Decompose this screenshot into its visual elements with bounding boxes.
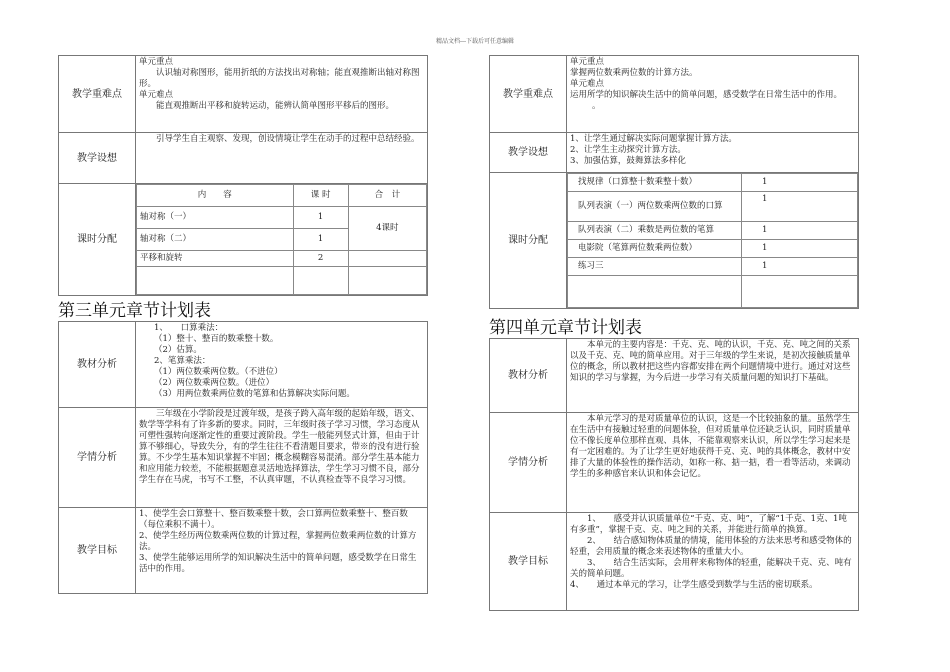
empty-cell	[348, 267, 426, 295]
text-line: 1、让学生通过解决实际问题掌握计算方法。	[570, 134, 737, 144]
empty-cell	[742, 276, 858, 308]
empty-cell	[293, 267, 348, 295]
row-label-jiaocai: 教材分析	[490, 339, 567, 413]
row-label-zhongnan: 教学重难点	[59, 56, 136, 133]
row-label-mubiao: 教学目标	[490, 513, 567, 611]
cell-zhongnan	[136, 56, 428, 133]
left-plan-table	[58, 55, 428, 296]
cell-xueqing	[567, 413, 859, 513]
empty-cell	[568, 276, 742, 308]
right-plan-table	[489, 55, 859, 309]
col-header-content: 内 容	[137, 185, 294, 207]
lesson-name: 轴对称（二）	[137, 229, 294, 251]
page-header: 精品文档---下载后可任意编辑	[435, 38, 515, 45]
text-line: （3）用两位数乘两位数的笔算和估算解决实际问题。	[154, 389, 355, 399]
lesson-hours: 1	[742, 240, 858, 258]
text-line: 。	[592, 101, 601, 111]
cell-jiaocai	[567, 339, 859, 413]
cell-shexiang	[136, 133, 428, 184]
cell-shexiang	[567, 133, 859, 173]
text-line: 2、使学生经历两位数乘两位数的计算过程，掌握两位数乘两位数的计算方法。	[139, 531, 417, 552]
col-header-hours: 课 时	[293, 185, 348, 207]
text-line: 认识轴对称图形，能用折纸的方法找出对称轴；能直观推断出轴对称图形。	[139, 68, 420, 89]
lesson-hours: 1	[293, 207, 348, 229]
lesson-name: 轴对称（一）	[137, 207, 294, 229]
row-label-mubiao: 教学目标	[59, 508, 136, 594]
text-line: （1）两位数乘两位数。（不进位）	[154, 367, 283, 377]
row-label-keshi: 课时分配	[490, 173, 567, 309]
lesson-name: 队列表演（二）乘数是两位数的笔算	[568, 222, 742, 240]
text-line: 2、 结合感知物体质量的情境，能用体验的方法来思考和感受物体的轻重，会用质量的概念来表述物体的重量大小。	[570, 536, 852, 557]
row-label-shexiang: 教学设想	[490, 133, 567, 173]
lesson-total: 4课时	[348, 207, 426, 251]
text-line: 本单元的主要内容是：千克、克、吨的认识，千克、克、吨之间的关系以及千克、克、吨的简单应用。对于三年级的学生来说，是初次接触质量单位的概念，所以教材把这些内容都安排在两个问题情境中进行。通过对这些知识的学习与掌握，为今后进一步学习有关质量问题的知识打下基础。	[570, 340, 851, 383]
lesson-name: 电影院（笔算两位数乘两位数）	[568, 240, 742, 258]
text-line: 1、 感受并认识质量单位“千克、克、吨”，了解“1千克、1克、1吨有多重”，掌握千克、克、吨之间的关系，并能进行简单的换算。	[570, 514, 847, 535]
text-line: 2、笔算乘法：	[154, 356, 211, 366]
lesson-hours: 2	[293, 251, 348, 267]
col-header-total: 合 计	[348, 185, 426, 207]
cell-xueqing	[136, 408, 428, 508]
unit3-table	[58, 321, 428, 594]
text-line: 单元重点	[139, 57, 174, 67]
text-line: 本单元学习的是对质量单位的认识，这是一个比较抽象的量。虽然学生在生活中有接触过轻重的问题体验，但对质量单位还缺乏认识，同时质量单位不像长度单位那样直观、具体，不能靠观察来认识，所以学生学习起来是有一定困难的。为了让学生更好地获得千克、克、吨的具体概念，教材中安排了大量的体验性的操作活动，如称一称、掂一掂，看一看等活动，来调动学生的多种感官来认识和体会记忆。	[570, 414, 851, 479]
text-line: 单元难点	[570, 79, 605, 89]
text-line: （2）估算。	[154, 345, 202, 355]
text-line: （1）整十、整百的数乘整十数。	[154, 334, 279, 344]
row-label-zhongnan: 教学重难点	[490, 56, 567, 133]
row-label-jiaocai: 教材分析	[59, 322, 136, 408]
lesson-name: 练习三	[568, 258, 742, 276]
lesson-name: 平移和旋转	[137, 251, 294, 267]
section-title-unit4: 第四单元章节计划表	[489, 318, 642, 338]
row-label-keshi: 课时分配	[59, 184, 136, 296]
lesson-hours: 1	[742, 258, 858, 276]
cell-keshi	[136, 184, 428, 296]
row-label-shexiang: 教学设想	[59, 133, 136, 184]
text-line: 单元难点	[139, 90, 174, 100]
section-title-unit3: 第三单元章节计划表	[58, 301, 211, 321]
text-line: 4、 通过本单元的学习，让学生感受到数学与生活的密切联系。	[570, 580, 818, 590]
empty-cell	[137, 267, 294, 295]
unit4-table	[489, 338, 859, 611]
lesson-hours: 1	[742, 174, 858, 192]
text-line: 2、让学生主动探究计算方法。	[570, 145, 686, 155]
text-line: 3、 结合生活实际，会用秤来称物体的轻重，能解决千克、克、吨有关的简单问题。	[570, 558, 852, 579]
text-line: 能直观推断出平移和旋转运动，能辨认简单图形平移后的图形。	[156, 101, 395, 111]
lesson-hours: 1	[742, 192, 858, 222]
lesson-name: 队列表演（一）两位数乘两位数的口算	[568, 192, 742, 222]
row-label-xueqing: 学情分析	[490, 413, 567, 513]
text-line: 运用所学的知识解决生活中的简单问题，感受数学在日常生活中的作用。	[570, 90, 843, 100]
cell-keshi	[567, 173, 859, 309]
text-line: 3、使学生能够运用所学的知识解决生活中的简单问题，感受数学在日常生活中的作用。	[139, 553, 417, 574]
row-label-xueqing: 学情分析	[59, 408, 136, 508]
text-line: 引导学生自主观察、发现，创设情境让学生在动手的过程中总结经验。	[156, 134, 420, 144]
text-line: （2）两位数乘两位数。（进位）	[154, 378, 275, 388]
cell-mubiao	[567, 513, 859, 611]
cell-jiaocai	[136, 322, 428, 408]
lesson-hours: 1	[293, 229, 348, 251]
lesson-hours: 1	[742, 222, 858, 240]
text-line: 3、加强估算，鼓舞算法多样化	[570, 156, 686, 166]
text-line: 1、 口算乘法：	[154, 323, 224, 333]
text-line: 1、使学生会口算整十、整百数乘整十数，会口算两位数乘整十、整百数（每位乘积不满十）。	[139, 509, 408, 530]
text-line: 掌握两位数乘两位数的计算方法。	[570, 68, 698, 78]
text-line: 单元重点	[570, 57, 605, 67]
text-line: 三年级在小学阶段是过渡年级，是孩子跨入高年级的起始年级，语文、数学等学科有了许多新的要求。同时，三年级时孩子学习习惯，学习态度从可塑性强转向逐渐定性的重要过渡阶段。学生一般能列竖式计算，但由于计算不够细心，导致失分，有的学生往往不看清题目要求，带※的没有进行验算。不少学生基本知识掌握不牢固；概念模糊容易混淆。部分学生基本能力和应用能力较差，不能根据题意灵活地选择算法，学生学习习惯不良，部分学生存在马虎，书写不工整，不认真审题，不认真检查等不良学习习惯。	[139, 409, 420, 485]
lesson-name: 找规律（口算整十数乘整十数）	[568, 174, 742, 192]
keshi-table	[136, 184, 427, 295]
cell-zhongnan	[567, 56, 859, 133]
keshi-table	[567, 173, 858, 308]
cell-mubiao	[136, 508, 428, 594]
empty-cell	[348, 251, 426, 267]
